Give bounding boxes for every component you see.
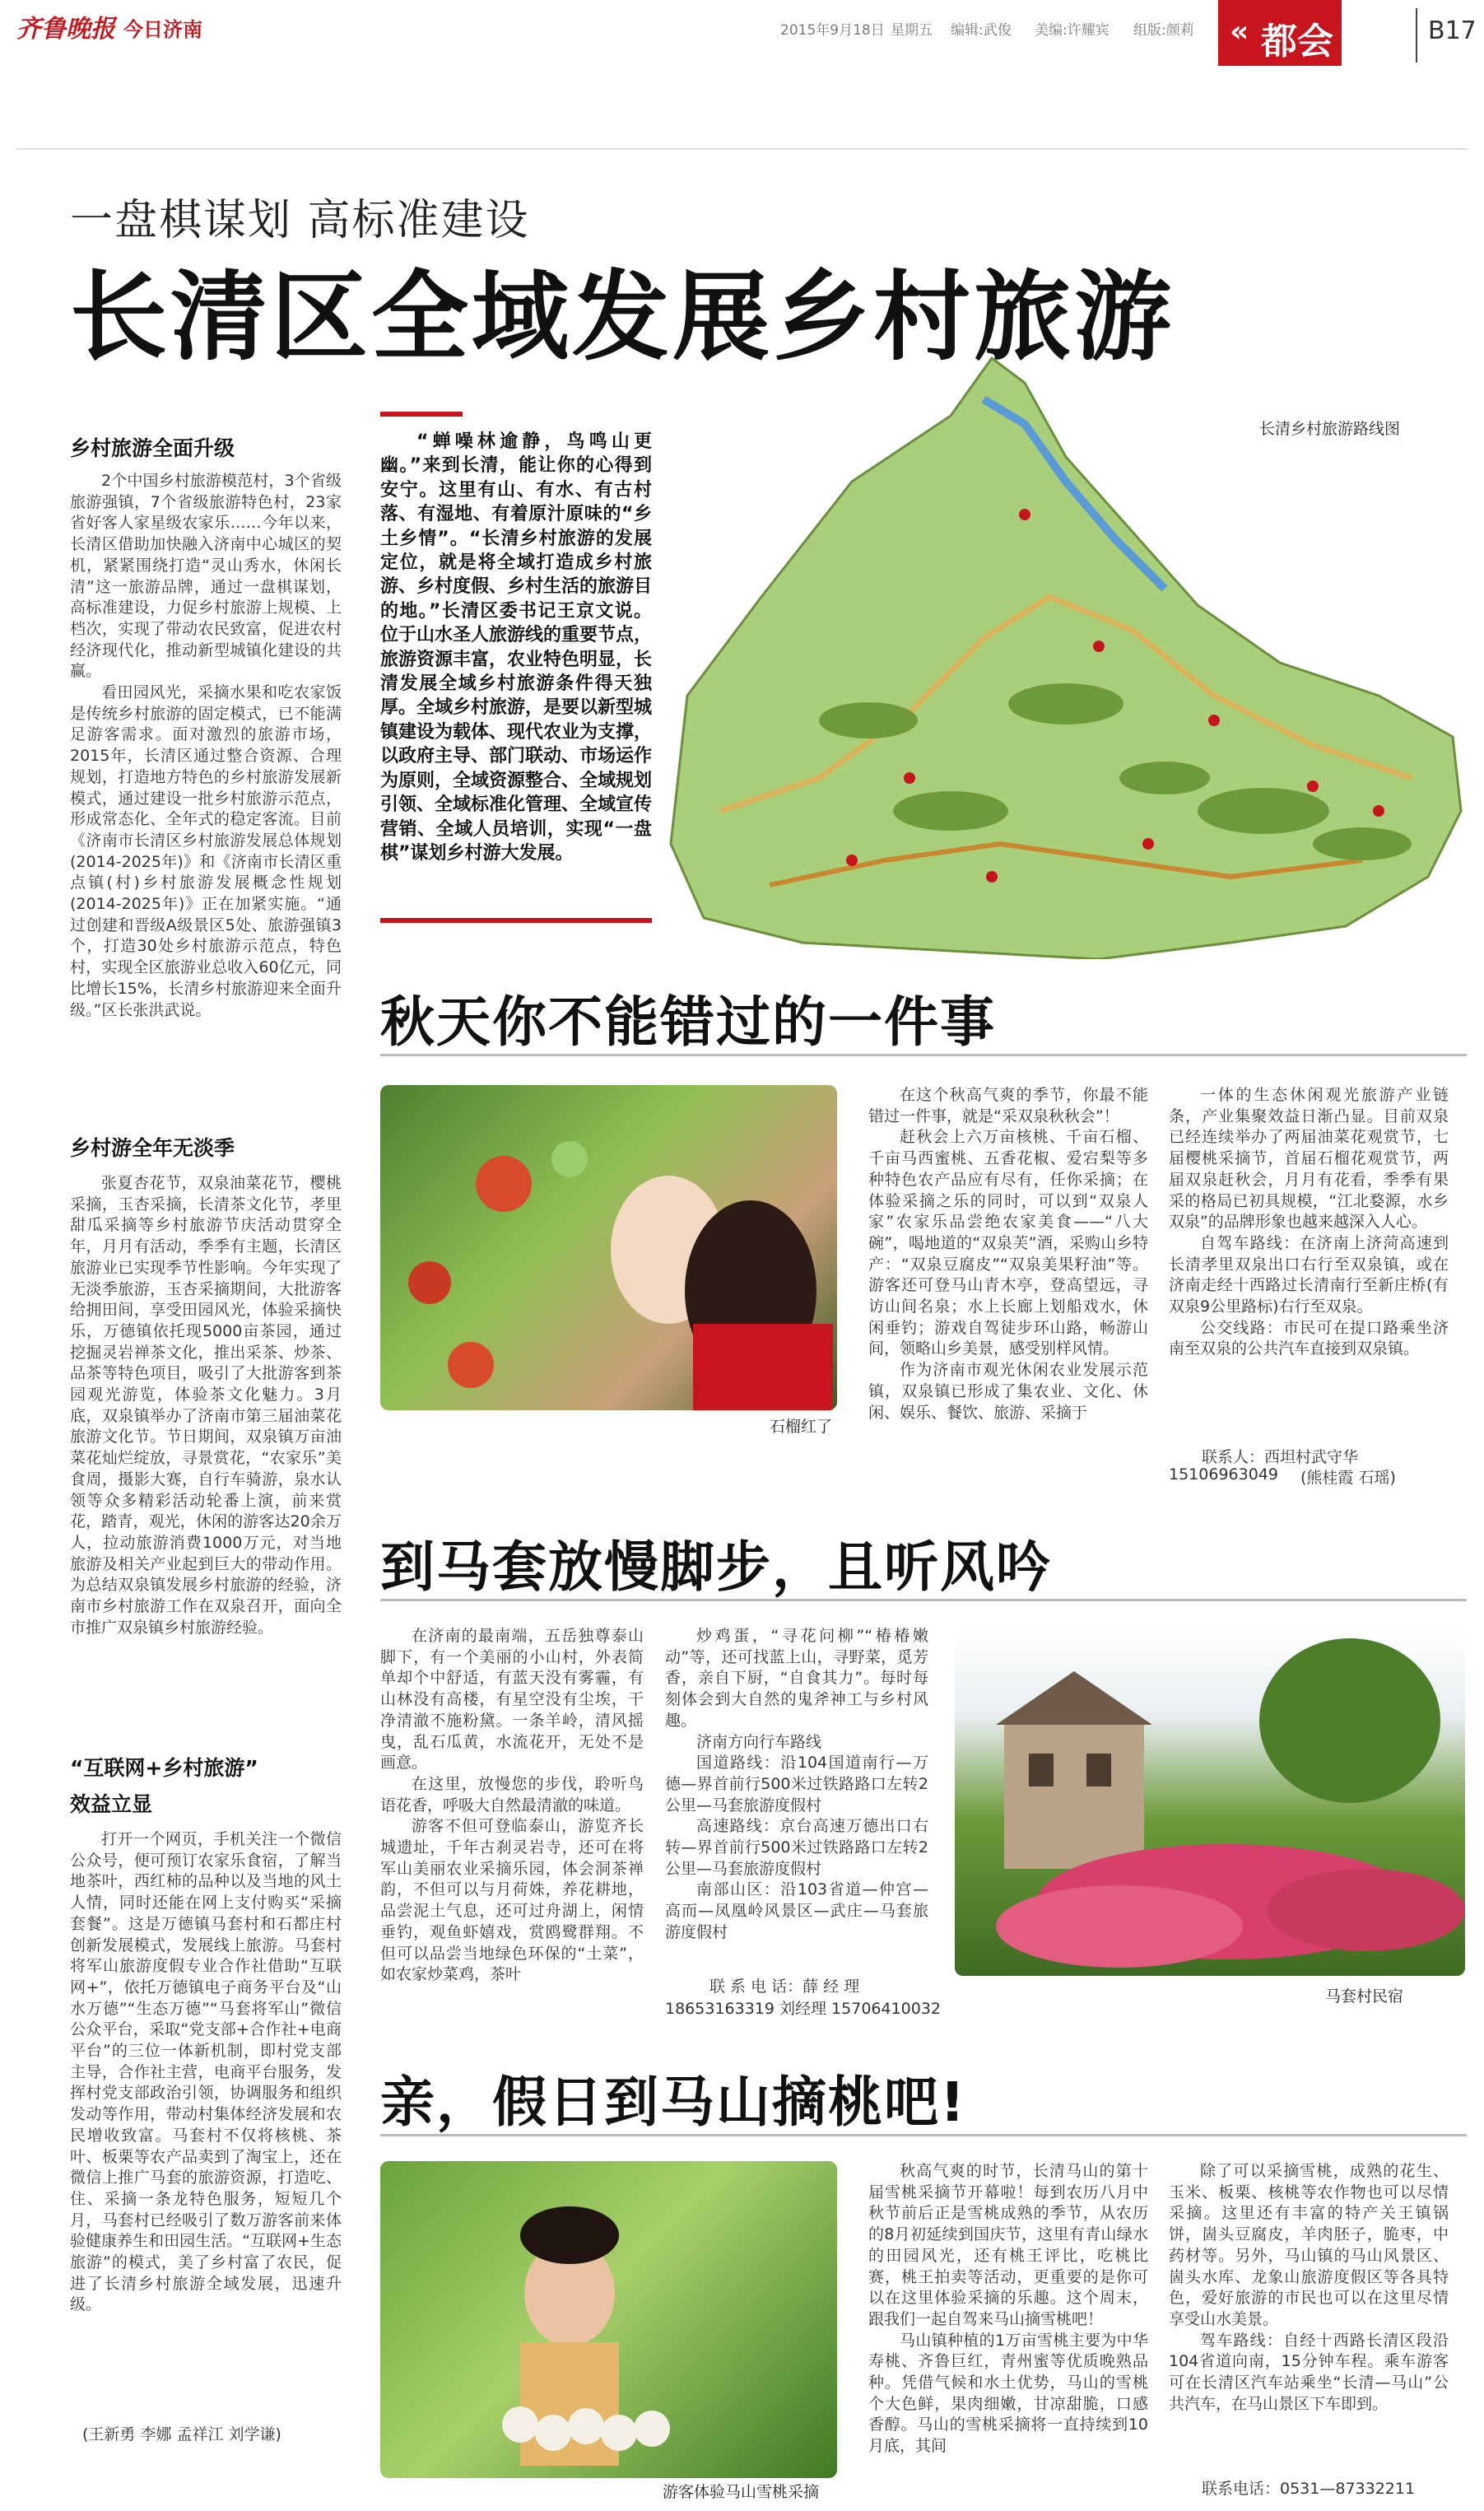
paragraph: 一体的生态休闲观光旅游产业链条，产业集聚效益日渐凸显。目前双泉已经连续举办了两届油菜花观赏节，七届樱桃采摘节，首届石榴花观赏节，两届双泉赶秋会，月月有花看，季季有果采的格局已初具规模，“江北婺源，水乡双泉”的品牌形象也越来越深入人心。 [1169,1086,1449,1232]
body-upgrade [70,471,342,1101]
paragraph: 在这个秋高气爽的季节，你最不能错过一件事，就是“采双泉秋秋会”！ [868,1086,1148,1125]
paragraph: 国道路线：沿104国道南行—万德—界首前行500米过铁路路口左转2公里—马套旅游度假村 [665,1754,928,1815]
paragraph: 秋高气爽的时节，长清马山的第十届雪桃采摘节开幕啦！每到农历八月中秋节前后正是雪桃成熟的季节，从农历的8月初延续到国庆节，这里有青山绿水的田园风光，还有桃王评比，吃桃比赛，桃王拍卖等活动，更重要的是你可以在这里体验采摘的乐趣。这个周末，跟我们一起自驾来马山摘雪桃吧！ [868,2162,1148,2328]
subhead-internet: “互联网+乡村旅游” [70,1756,258,1780]
body-matao-a [380,1626,644,2054]
photo-illustration [955,1630,1465,1976]
header-divider [1416,8,1417,63]
paragraph: 看田园风光，采摘水果和吃农家饭是传统乡村旅游的固定模式，已不能满足游客需求。面对激烈的旅游市场，2015年，长清区通过整合资源、合理规划，打造地方特色的乡村旅游发展新模式，通过建设一批乡村旅游示范点，形成常态化、全年式的稳定客流。目前《济南市长清区乡村旅游发展总体规划(2014-2025年)》和《济南市长清区重点镇(村)乡村旅游发展概念性规划(2014-2025年)》正在加紧实施。“通过创建和晋级A级景区5处、旅游强镇3个，打造30处乡村旅游示范点，特色村，实现全区旅游业总收入60亿元，同比增长15%，长清乡村旅游迎来全面升级。”区长张洪武说。 [70,683,342,1019]
paragraph: 张夏杏花节，双泉油菜花节，樱桃采摘，玉杏采摘，长清茶文化节，孝里甜瓜采摘等乡村旅游节庆活动贯穿全年，月月有活动，季季有主题，长清区旅游业已实现季节性影响。今年实现了无淡季旅游，玉杏采摘期间，大批游客给拥田间，享受田园风光，体验采摘快乐，万德镇依托现5000亩茶园，通过挖掘灵岩禅茶文化，推出采茶、炒茶、品茶等特色项目，吸引了大批游客到茶园观光游览，体验茶文化魅力。3月底，双泉镇举办了济南市第三届油菜花旅游文化节。节日期间，双泉镇万亩油菜花灿烂绽放，寻景赏花，“农家乐”美食周，摄影大赛，自行车骑游，泉水认领等众多精彩活动轮番上演，前来赏花，踏青，观光，休闲的游客达20余万人，拉动旅游消费1000万元，对当地旅游及相关产业起到巨大的带动作用。为总结双泉镇发展乡村旅游的经验，济南市乡村旅游工作在双泉召开，面向全市推广双泉镇乡村旅游经验。 [70,1174,342,1637]
paragraph: 在济南的最南端，五岳独尊泰山脚下，有一个美丽的小山村，外表简单却个中舒适，有蓝天没有雾霾，有山林没有高楼，有星空没有尘埃，干净清澈不施粉黛。一条羊岭，清风摇曳，乱石瓜黄，水流花开，无处不是画意。 [380,1627,644,1773]
channel-name: 都会 [1261,21,1333,63]
section-title-mashan: 亲，假日到马山摘桃吧! [380,2071,967,2134]
photo-homestay [955,1630,1465,1976]
tourism-route-map [638,350,1469,959]
body-internet [70,1829,342,2422]
body-autumn-a [868,1085,1148,1484]
byline-autumn: (熊桂霞 石瑶) [1300,1469,1396,1487]
contact-matao: 联 系 电 话：薛 经 理 [709,1978,860,1996]
paragraph: 驾车路线：自经十西路长清区段沿104省道向南，15分钟车程。乘车游客可在长清区汽车站乘坐“长清—马山”公共汽车，在马山景区下车即到。 [1169,2331,1449,2413]
section-label: 今日济南 [123,18,202,41]
newspaper-logo: 齐鲁晚报 [16,15,115,44]
photo-caption-homestay: 马套村民宿 [1325,1987,1404,2006]
issue-weekday: 星期五 [891,22,933,39]
photo-caption-pomegranate: 石榴红了 [770,1418,833,1436]
paragraph: 赶秋会上六万亩核桃、千亩石榴、千亩马西蜜桃、五香花椒、爱宕梨等多种特色农产品应有尽有，任你采摘；在体验采摘之乐的同时，可以到“双泉人家”农家乐品尝绝农家美食——“八大碗”，喝地道的“双泉芙”酒，采购山乡特产：“双泉豆腐皮”“双泉美果籽油”等。游客还可登马山青木亭，登高望远，寻访山间名泉；水上长廊上划船戏水，休闲垂钓；游戏自驾徒步环山路，畅游山间，领略山乡美景，感受别样风情。 [868,1128,1148,1358]
chevron-left-icon: « [1230,15,1249,49]
paragraph: 在这里，放慢您的步伐，聆听鸟语花香，呼吸大自然最清澈的味道。 [380,1774,644,1815]
body-autumn-b [1169,1085,1449,1447]
paragraph: 济南方向行车路线 [696,1732,822,1751]
paragraph: 自驾车路线：在济南上济菏高速到长清孝里双泉出口右行至双泉镇，或在济南走经十西路过长清南行至新庄桥(有双泉9公里路标)右行至双泉。 [1169,1233,1449,1316]
issue-date: 2015年9月18日 [780,22,885,39]
page-headline: 长清区全域发展乡村旅游 [70,260,1175,374]
designer-credit: 美编:许耀宾 [1035,22,1110,39]
body-matao-b [665,1626,928,2001]
quote-top-rule [380,412,463,417]
section-rule [380,1054,1467,1056]
subhead-internet-2: 效益立显 [70,1792,153,1816]
contact-phone-autumn: 15106963049 [1169,1465,1278,1484]
quote-paragraph: “蝉噪林逾静，鸟鸣山更幽。”来到长清，能让你的心得到安宁。这里有山、有水、有古村落、有湿地、有着原汁原味的“乡土乡情”。“长清乡村旅游的发展定位，就是将全域打造成乡村旅游、乡村度假、乡村生活的旅游目的地。”长清区委书记王京文说。位于山水圣人旅游线的重要节点，旅游资源丰富，农业特色明显，长清发展全域乡村旅游条件得天独厚。全域乡村旅游，是要以新型城镇建设为载体、现代农业为支撑，以政府主导、部门联动、市场运作为原则，全域资源整合、全域规划引领、全域标准化管理、全域宣传营销、全域人员培训，实现“一盘棋”谋划乡村游大发展。 [380,431,652,864]
paragraph: 游客不但可登临泰山，游览齐长城遗址，千年古刹灵岩寺，还可在将军山美丽农业采摘乐园，体会洞茶禅韵，不但可以与月荷姝，养花耕地，品尝泥土气息，还可过舟湖上，闲情垂钓，观鱼虾嬉戏，赏鸥鹭群翔。不但可以品尝当地绿色环保的“土菜”，如农家炒菜鸡，茶叶 [380,1817,644,1984]
section-title-autumn: 秋天你不能错过的一件事 [380,990,996,1054]
section-rule [380,1599,1467,1601]
channel-flag [1218,0,1342,66]
paragraph: 作为济南市观光休闲农业发展示范镇，双泉镇已形成了集农业、文化、休闲、娱乐、餐饮、旅游、采摘于 [868,1361,1148,1422]
paragraph: 南部山区：沿103省道—仲宫—高而—凤凰岭风景区—武庄—马套旅游度假村 [665,1880,928,1941]
photo-illustration [380,1085,837,1410]
page-number: B17 [1428,16,1477,45]
photo-pomegranate [380,1085,837,1410]
contact-autumn: 联系人：西坦村武守华 [1202,1448,1359,1466]
body-no-off-season [70,1173,342,1725]
section-rule [380,2134,1467,2136]
photo-caption-peach: 游客体验马山雪桃采摘 [663,2483,820,2501]
body-mashan-b [1169,2161,1449,2457]
section-title-matao: 到马套放慢脚步，且听风吟 [380,1535,1052,1599]
lead-quote [380,430,652,915]
map-title: 长清乡村旅游路线图 [1259,420,1401,438]
editor-credit: 编辑:武俊 [951,22,1012,39]
kicker: 一盘棋谋划 高标准建设 [70,196,530,245]
paragraph: 2个中国乡村旅游模范村，3个省级旅游强镇，7个省级旅游特色村，23家省好客人家星级农家乐……今年以来，长清区借助加快融入济南中心城区的契机，紧紧围绕打造“灵山秀水，休闲长清”这一旅游品牌，通过一盘棋谋划，高标准建设，力促乡村旅游上规模、上档次，实现了带动农民致富，促进农村经济现代化，推动新型城镇化建设的共赢。 [70,472,342,681]
body-mashan-a [868,2161,1148,2503]
proof-credit: 组版:颜莉 [1133,22,1194,39]
map-illustration [638,350,1469,959]
paragraph: 打开一个网页，手机关注一个微信公众号，便可预订农家乐食宿，了解当地茶叶，西红柿的品种以及当地的风土人情，同时还能在网上支付购买“采摘套餐”。这是万德镇马套村和石都庄村创新发展模式，发展线上旅游。马套村将军山旅游度假专业合作社借助“互联网+”，依托万德镇电子商务平台及“山水万德”“生态万德”“马套将军山”微信公众平台，采取“党支部+合作社+电商平台”的三位一体新机制，即村党支部主导，合作社主营，电商平台服务，发挥村党支部政治引领，协调服务和组织发动等作用，带动村集体经济发展和农民增收致富。马套村不仅将核桃、茶叶、板栗等农产品卖到了淘宝上，还在微信上推广马套的旅游资源，打造吃、住、采摘一条龙特色服务，短短几个月，马套村已经吸引了数万游客前来体验健康养生和田园生活。“互联网+生态旅游”的模式，美了乡村富了农民，促进了长清乡村旅游全域发展，迅速升级。 [70,1830,342,2314]
byline-left: (王新勇 李娜 孟祥江 刘学谦) [82,2425,281,2443]
paragraph: 公交线路：市民可在提口路乘坐济南至双泉的公共汽车直接到双泉镇。 [1169,1318,1449,1358]
photo-illustration [380,2161,837,2478]
header-rule [16,148,1468,150]
paragraph: 马山镇种植的1万亩雪桃主要为中华寿桃、齐鲁巨红，青州蜜等优质晚熟品种。凭借气候和水土优势，马山的雪桃个大色鲜，果肉细嫩，甘凉甜脆，口感香醇。马山的雪桃采摘将一直持续到10月底，其间 [868,2331,1148,2456]
paragraph: 除了可以采摘雪桃，成熟的花生、玉米、板栗、核桃等农作物也可以尽情采摘。这里还有丰富的特产关王镇锅饼，崮头豆腐皮，羊肉胚子，脆枣，中药材等。另外，马山镇的马山风景区、崮头水库、龙象山旅游度假区等各具特色，爱好旅游的市民也可以在这里尽情享受山水美景。 [1169,2162,1449,2328]
paragraph: 高速路线：京台高速万德出口右转—界首前行500米过铁路路口左转2公里—马套旅游度假村 [665,1817,928,1878]
subhead-no-off-season: 乡村游全年无淡季 [70,1136,235,1160]
quote-bottom-rule [380,918,652,923]
paragraph: 炒鸡蛋，“寻花问柳”“椿椿嫩动”等，还可找蓝上山，寻野菜，觅芳香，亲自下厨，“自食其力”。每时每刻体会到大自然的鬼斧神工与乡村风趣。 [665,1627,928,1730]
photo-peach-picking [380,2161,837,2478]
contact-phones-matao: 18653163319 刘经理 15706410032 [665,2000,942,2018]
contact-mashan: 联系电话：0531—87332211 [1202,2480,1416,2498]
subhead-upgrade: 乡村旅游全面升级 [70,436,235,460]
